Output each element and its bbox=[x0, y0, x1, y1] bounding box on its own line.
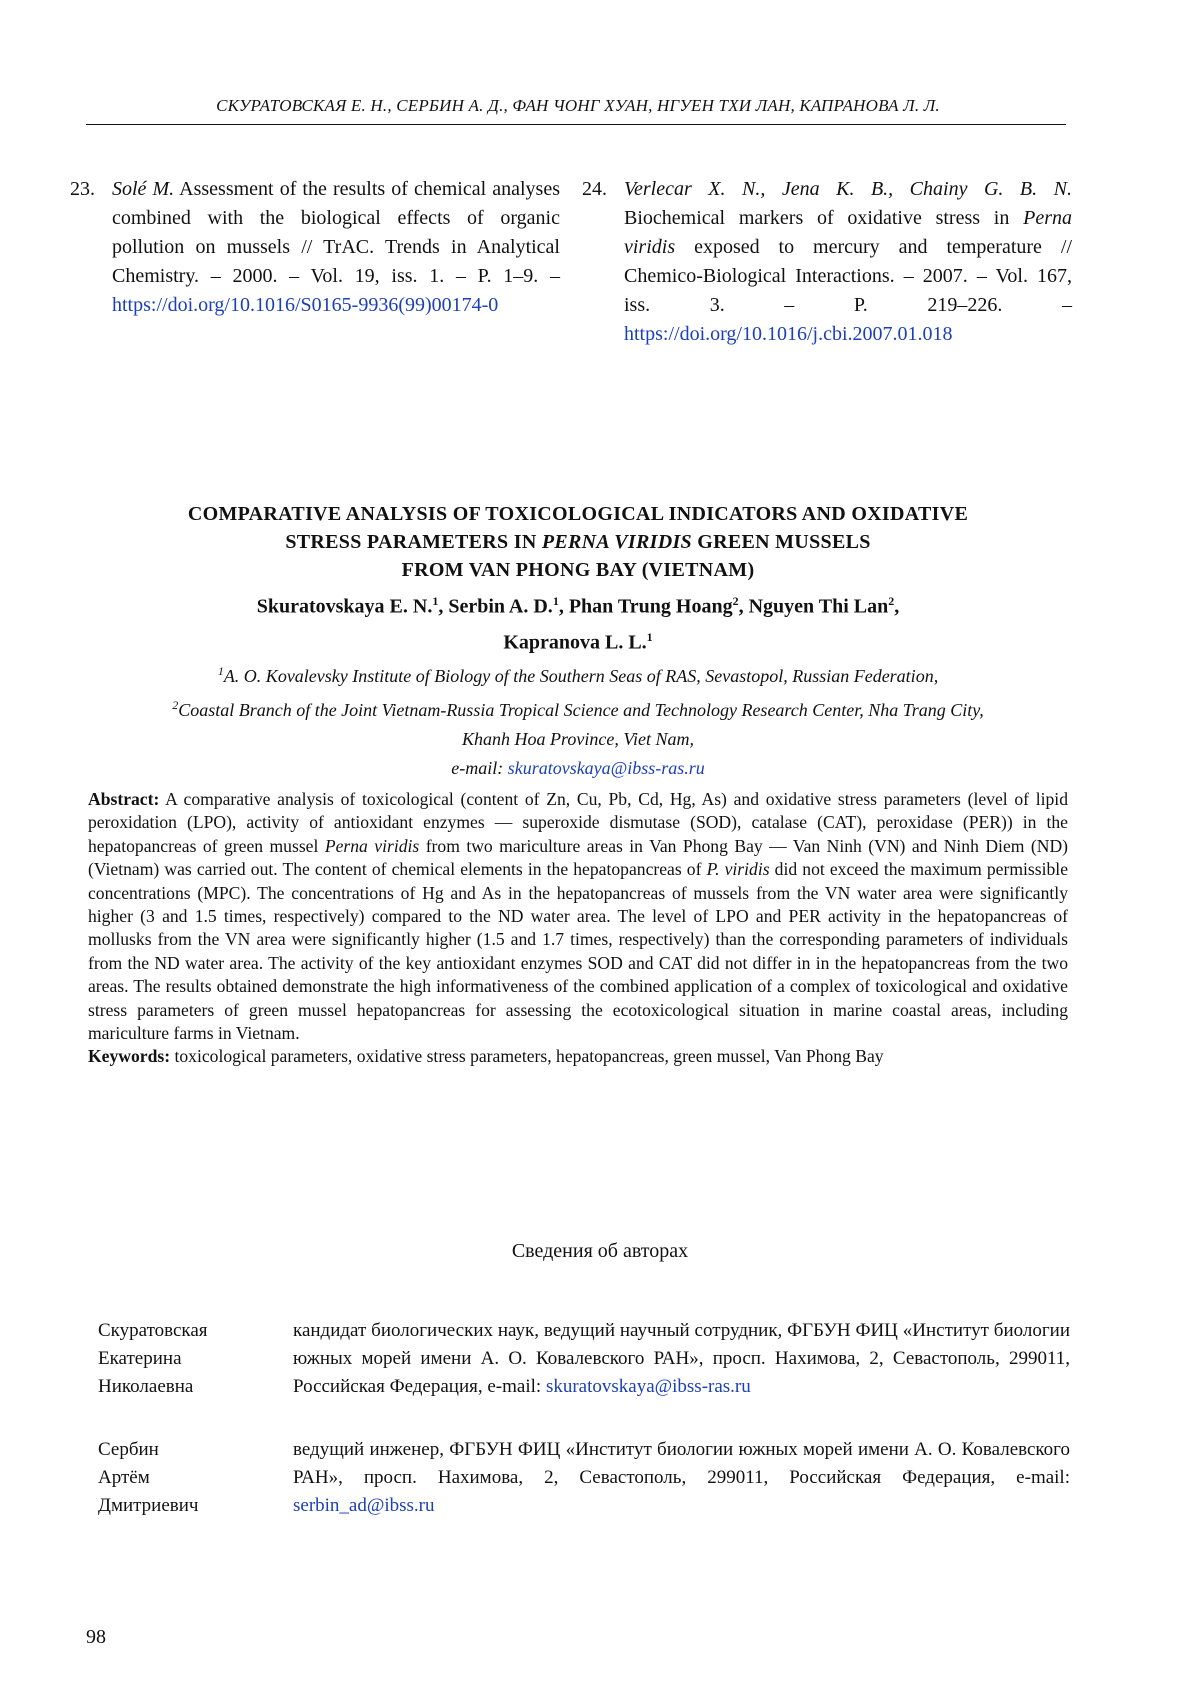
author-email-link[interactable]: skuratovskaya@ibss-ras.ru bbox=[545, 1376, 751, 1397]
author-info-skuratovskaya bbox=[98, 1317, 1070, 1401]
author-info-description bbox=[293, 1317, 1070, 1401]
reference-doi-link[interactable]: https://doi.org/10.1016/S0165-9936(99)00174-0 bbox=[112, 294, 499, 316]
keywords-label: Keywords: bbox=[88, 1046, 171, 1067]
contact-email bbox=[88, 754, 1068, 783]
abstract bbox=[88, 788, 1068, 1069]
reference-23 bbox=[70, 175, 560, 349]
affiliation-text: Coastal Branch of the Joint Vietnam-Russia Tropical Science and Technology Research Center, Nha Trang City, bbox=[178, 700, 984, 721]
references bbox=[70, 175, 1072, 349]
author-name: Phan Trung Hoang bbox=[568, 595, 733, 618]
author-sup: 1 bbox=[646, 629, 653, 644]
author-sep: , bbox=[558, 595, 569, 618]
affiliation-1 bbox=[88, 657, 1068, 691]
title-text: STRESS PARAMETERS IN bbox=[285, 531, 542, 553]
author-sep: , bbox=[894, 595, 900, 618]
author-name-line: Екатерина bbox=[98, 1348, 182, 1369]
author-name: Serbin A. D. bbox=[448, 595, 553, 618]
email-link[interactable]: skuratovskaya@ibss-ras.ru bbox=[507, 758, 705, 779]
reference-species: Perna viridis bbox=[624, 207, 1072, 258]
article-header bbox=[88, 500, 1068, 783]
author-name: Nguyen Thi Lan bbox=[748, 595, 889, 618]
author-name-line: Сербин bbox=[98, 1439, 159, 1460]
keywords bbox=[88, 1045, 1068, 1068]
reference-24 bbox=[582, 175, 1072, 349]
reference-text: exposed to mercury and temperature // Chemico-Biological Interactions. – 2007. – Vol. 167, iss. 3. – P. 219–226. – bbox=[624, 236, 1072, 316]
author-desc-text: ведущий инженер, ФГБУН ФИЦ «Институт биологии южных морей имени А. О. Ковалевского РАН», просп. Нахимова, 2, Севастополь, 299011, Российская Федерация, e-mail: bbox=[293, 1439, 1070, 1488]
author-name-line: Артём bbox=[98, 1467, 150, 1488]
author-info-name bbox=[98, 1436, 293, 1520]
title-text: GREEN MUSSELS bbox=[691, 531, 871, 553]
author-sup: 2 bbox=[888, 594, 895, 608]
author-sep: , bbox=[738, 595, 749, 618]
article-authors bbox=[88, 586, 1068, 657]
author-info-description bbox=[293, 1436, 1070, 1520]
affiliation-2-continued: Khanh Hoa Province, Viet Nam, bbox=[462, 729, 694, 750]
affiliation-text: A. O. Kovalevsky Institute of Biology of the Southern Seas of RAS, Sevastopol, Russian Federation, bbox=[223, 666, 939, 687]
reference-number: 23. bbox=[70, 178, 95, 200]
email-label: e-mail: bbox=[451, 758, 508, 779]
page-number: 98 bbox=[86, 1626, 106, 1648]
author-name-line: Николаевна bbox=[98, 1376, 194, 1397]
author-name: Skuratovskaya E. N. bbox=[256, 595, 433, 618]
affiliation-2 bbox=[88, 691, 1068, 725]
author-name: Kapranova L. L. bbox=[503, 631, 647, 654]
reference-body bbox=[112, 175, 560, 349]
author-info-name bbox=[98, 1317, 293, 1401]
affiliation-sup: 2 bbox=[172, 698, 179, 713]
abstract-paragraph bbox=[88, 788, 1068, 1045]
authors-info-title: Сведения об авторах bbox=[511, 1240, 689, 1262]
affiliation-sup: 1 bbox=[217, 664, 224, 679]
title-species: PERNA VIRIDIS bbox=[541, 531, 692, 553]
article-title-line-1: COMPARATIVE ANALYSIS OF TOXICOLOGICAL INDICATORS AND OXIDATIVE bbox=[187, 503, 969, 525]
author-desc-text: кандидат биологических наук, ведущий научный сотрудник, ФГБУН ФИЦ «Институт биологии южных морей имени А. О. Ковалевского РАН», просп. Нахимова, 2, Севастополь, 299011, Российская Федерация, e-mail: bbox=[293, 1320, 1070, 1397]
reference-doi-link[interactable]: https://doi.org/10.1016/j.cbi.2007.01.018 bbox=[624, 323, 953, 345]
article-title-line-3: FROM VAN PHONG BAY (VIETNAM) bbox=[401, 559, 755, 581]
abstract-text: did not exceed the maximum permissible concentrations (MPC). The concentrations of Hg and As in the hepatopancreas of mussels from the VN water area were significantly higher (3 and 1.5 times, respectively) compared to the ND water area. The level of LPO and PER activity in the hepatopancreas of mollusks from the VN area were significantly higher (1.5 and 1.7 times, respectively) than the corresponding parameters of individuals from the ND water area. The activity of the key antioxidant enzymes SOD and CAT did not differ in in the hepatopancreas from the two areas. The results obtained demonstrate the high informativeness of the combined application of a complex of toxicological and oxidative stress parameters of green mussel hepatopancreas for assessing the ecotoxicological situation in marine coastal areas, including mariculture farms in Vietnam. bbox=[88, 859, 1069, 1044]
author-sup: 2 bbox=[732, 594, 739, 608]
abstract-species: Perna viridis bbox=[324, 835, 420, 856]
article-title-line-2 bbox=[88, 528, 1068, 556]
reference-authors: Verlecar X. N., Jena K. B., Chainy G. B. N. bbox=[624, 178, 1072, 200]
reference-number: 24. bbox=[582, 178, 607, 200]
abstract-text: from two mariculture areas in Van Phong Bay — Van Ninh (VN) and Ninh Diem (ND) (Vietnam) was carried out. The content of chemical elements in the hepatopancreas of bbox=[88, 835, 1069, 880]
abstract-label: Abstract: bbox=[88, 789, 160, 809]
reference-text: Assessment of the results of chemical analyses combined with the biological effects of organic pollution on mussels // TrAC. Trends in Analytical Chemistry. – 2000. – Vol. 19, iss. 1. – P. 1–9. – bbox=[112, 178, 561, 287]
abstract-text: A comparative analysis of toxicological (content of Zn, Cu, Pb, Cd, Hg, As) and oxidative stress parameters (level of lipid peroxidation (LPO), activity of antioxidant enzymes — superoxide dismutase (SOD), catalase (CAT), peroxidase (PER)) in the hepatopancreas of green mussel bbox=[88, 789, 1068, 856]
author-sup: 1 bbox=[432, 594, 439, 608]
running-head: СКУРАТОВСКАЯ Е. Н., СЕРБИН А. Д., ФАН ЧОНГ ХУАН, НГУЕН ТХИ ЛАН, КАПРАНОВА Л. Л. bbox=[216, 96, 940, 115]
header-rule bbox=[86, 124, 1066, 125]
author-info-serbin bbox=[98, 1436, 1070, 1520]
author-name-line: Дмитриевич bbox=[98, 1495, 199, 1516]
abstract-species: P. viridis bbox=[706, 859, 770, 880]
reference-text: Biochemical markers of oxidative stress in bbox=[624, 207, 1024, 229]
reference-authors: Solé M. bbox=[112, 178, 175, 200]
author-sep: , bbox=[438, 595, 449, 618]
reference-body bbox=[624, 175, 1072, 349]
author-email-link[interactable]: serbin_ad@ibss.ru bbox=[293, 1495, 435, 1516]
author-sup: 1 bbox=[552, 594, 559, 608]
author-name-line: Скуратовская bbox=[98, 1320, 208, 1341]
keywords-text: toxicological parameters, oxidative stress parameters, hepatopancreas, green mussel, Van Phong Bay bbox=[170, 1046, 884, 1067]
